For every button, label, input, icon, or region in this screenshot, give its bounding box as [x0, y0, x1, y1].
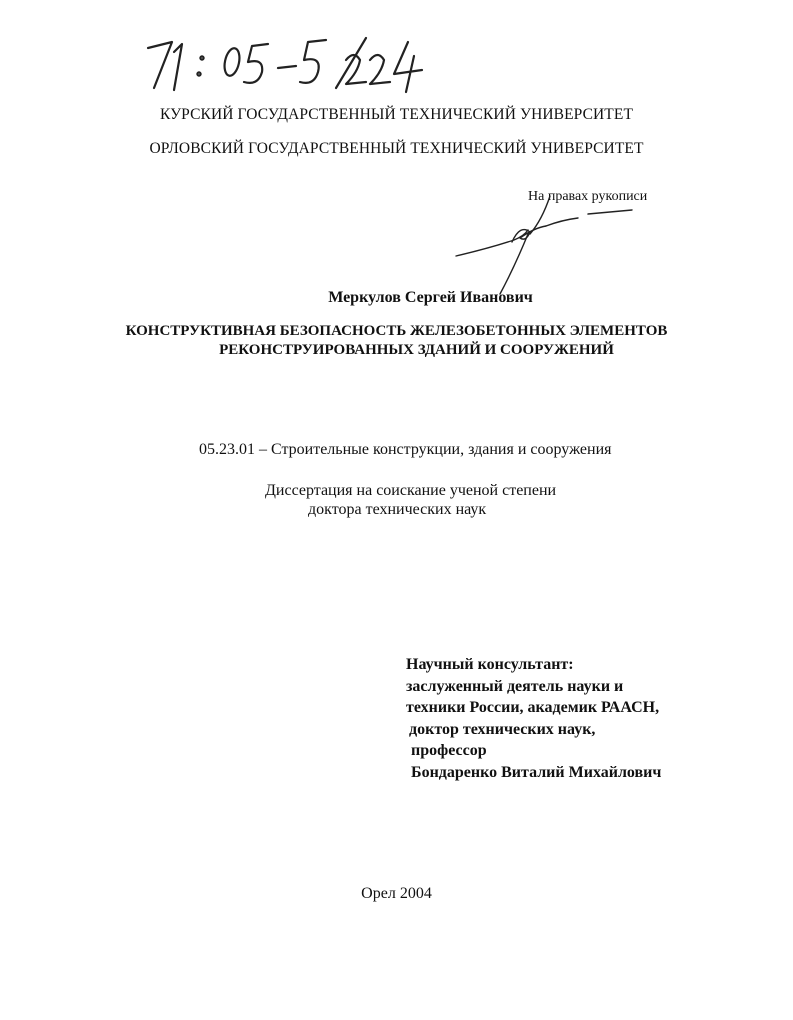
specialty-code: 05.23.01 – Строительные конструкции, здания и сооружения: [199, 441, 612, 458]
university-2: ОРЛОВСКИЙ ГОСУДАРСТВЕННЫЙ ТЕХНИЧЕСКИЙ УНИВЕРСИТЕТ: [149, 140, 644, 157]
consultant-line-1: заслуженный деятель науки и: [406, 677, 624, 695]
author-name: Меркулов Сергей Иванович: [328, 289, 533, 306]
degree-line-1: Диссертация на соискание ученой степени: [265, 482, 557, 499]
degree-line-2: доктора технических наук: [308, 501, 487, 518]
university-1: КУРСКИЙ ГОСУДАРСТВЕННЫЙ ТЕХНИЧЕСКИЙ УНИВЕРСИТЕТ: [159, 106, 634, 123]
consultant-heading: Научный консультант:: [406, 656, 574, 673]
consultant-line-4: профессор: [411, 742, 487, 759]
consultant-line-2: техники России, академик РААСН,: [406, 699, 660, 716]
handwritten-signature: [450, 190, 650, 300]
consultant-line-3: доктор технических наук,: [409, 720, 596, 738]
handwritten-archive-number: [140, 30, 440, 100]
dissertation-title-line-1: КОНСТРУКТИВНАЯ БЕЗОПАСНОСТЬ ЖЕЛЕЗОБЕТОННЫХ ЭЛЕМЕНТОВ: [125, 323, 668, 339]
city-year: Орел 2004: [361, 885, 432, 902]
dissertation-title-line-2: РЕКОНСТРУИРОВАННЫХ ЗДАНИЙ И СООРУЖЕНИЙ: [219, 342, 614, 358]
consultant-block: [406, 654, 661, 783]
consultant-name: Бондаренко Виталий Михайлович: [411, 763, 662, 781]
manuscript-rights-note: На правах рукописи: [528, 189, 648, 204]
